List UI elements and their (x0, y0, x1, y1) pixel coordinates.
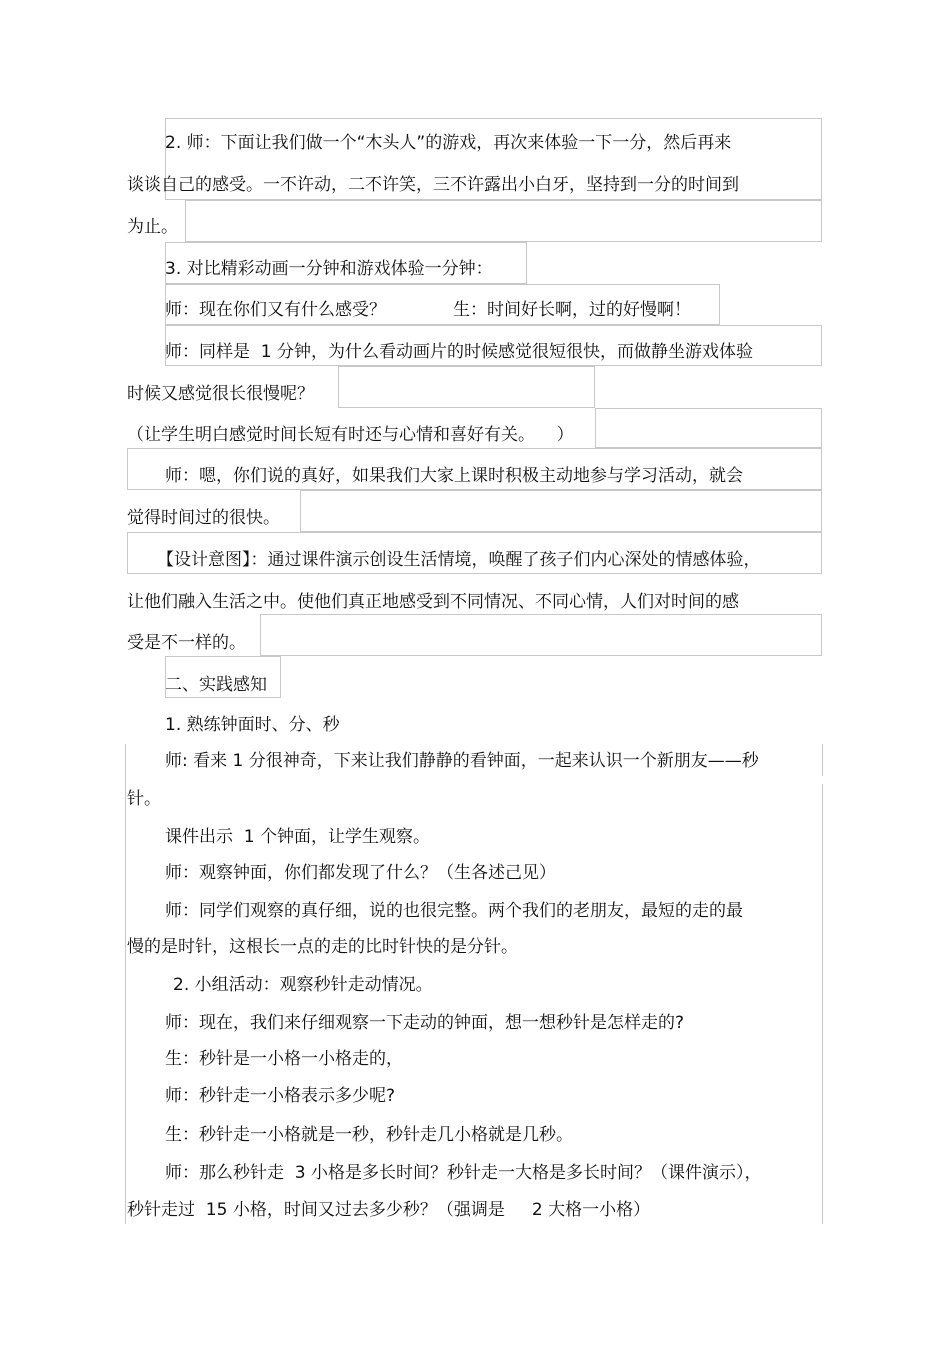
frame-box (260, 614, 822, 656)
design-intent-line: 让他们融入生活之中。使他们真正地感受到不同情况、不同心情，人们对时间的感 (127, 592, 739, 612)
design-intent-line: 【设计意图】：通过课件演示创设生活情境，唤醒了孩子们内心深处的情感体验， (157, 550, 761, 570)
paragraph-line: 3. 对比精彩动画一分钟和游戏体验一分钟： (165, 259, 493, 279)
frame-line (822, 784, 823, 1224)
paragraph-line: （让学生明白感觉时间长短有时还与心情和喜好有关。 ） (127, 425, 574, 445)
teacher-line: 师：现在你们又有什么感受？ (165, 300, 386, 320)
paragraph-line: 秒针走过 15 小格，时间又过去多少秒？（强调是 2 大格一小格） (127, 1200, 651, 1220)
paragraph-line: 生：秒针是一小格一小格走的， (165, 1049, 403, 1069)
paragraph-line: 师：同学们观察的真仔细，说的也很完整。两个我们的老朋友，最短的走的最 (165, 901, 743, 921)
paragraph-line: 师：现在，我们来仔细观察一下走动的钟面，想一想秒针是怎样走的? (165, 1013, 685, 1033)
paragraph-line: 师：同样是 1 分钟，为什么看动画片的时候感觉很短很快，而做静坐游戏体验 (165, 342, 754, 362)
subsection-heading: 1. 熟练钟面时、分、秒 (165, 715, 340, 735)
paragraph-line: 慢的是时针，这根长一点的走的比时针快的是分针。 (127, 937, 518, 957)
paragraph-line: 师：观察钟面，你们都发现了什么？（生各述己见） (165, 863, 556, 883)
frame-line (822, 744, 823, 776)
paragraph-line: 师：那么秒针走 3 小格是多长时间？秒针走一大格是多长时间？（课件演示）， (165, 1163, 762, 1183)
paragraph-line: 针。 (127, 789, 161, 809)
paragraph-line: 课件出示 1 个钟面，让学生观察。 (165, 827, 431, 847)
frame-box (300, 490, 822, 532)
paragraph-line: 觉得时间过的很快。 (127, 508, 280, 528)
frame-box (595, 408, 822, 448)
paragraph-line: 为止。 (127, 217, 178, 237)
paragraph-line: 生：秒针走一小格就是一秒，秒针走几小格就是几秒。 (165, 1125, 573, 1145)
paragraph-line: 2. 师：下面让我们做一个“木头人”的游戏，再次来体验一下一分，然后再来 (165, 133, 732, 153)
paragraph-line: 师：秒针走一小格表示多少呢? (165, 1086, 396, 1106)
paragraph-line: 师：嗯，你们说的真好，如果我们大家上课时积极主动地参与学习活动，就会 (165, 466, 743, 486)
paragraph-line: 谈谈自己的感受。一不许动，二不许笑，三不许露出小白牙，坚持到一分的时间到 (127, 175, 739, 195)
frame-line (125, 744, 126, 1224)
frame-box (338, 366, 595, 408)
section-heading: 二、实践感知 (165, 675, 267, 695)
design-intent-line: 受是不一样的。 (127, 633, 246, 653)
paragraph-line: 师: 看来 1 分很神奇，下来让我们静静的看钟面，一起来认识一个新朋友——秒 (165, 751, 759, 771)
paragraph-line: 时候又感觉很长很慢呢？ (127, 384, 314, 404)
subsection-heading: 2. 小组活动：观察秒针走动情况。 (173, 975, 433, 995)
student-line: 生：时间好长啊，过的好慢啊！ (453, 300, 691, 320)
frame-box (185, 200, 822, 242)
